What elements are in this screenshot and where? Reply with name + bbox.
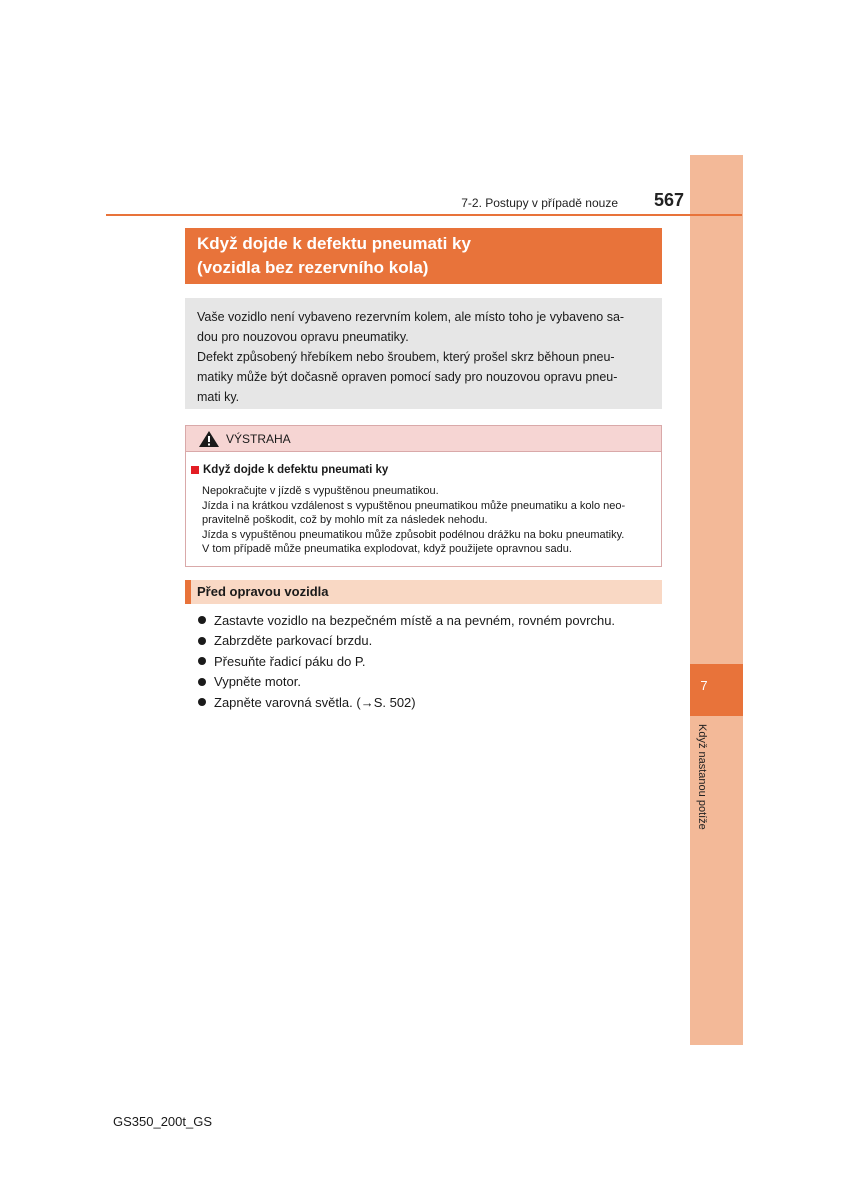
chapter-number: 7 [700, 678, 708, 693]
header-section-title: 7-2. Postupy v případě nouze [461, 196, 618, 210]
warning-line: Nepokračujte v jízdě s vypuštěnou pneumatikou. [202, 485, 439, 497]
intro-line: matiky může být dočasně opraven pomocí sady pro nouzovou opravu pneu- [197, 370, 618, 384]
page-title [185, 228, 662, 284]
section-heading-accent [185, 580, 191, 604]
header-rule [106, 214, 742, 216]
footer-model-code: GS350_200t_GS [113, 1114, 213, 1129]
chapter-title-vertical: Když nastanou potíže [696, 724, 708, 830]
bullet-dot-icon [198, 698, 206, 706]
list-item-text: Vypněte motor. [214, 674, 301, 690]
section-heading [185, 580, 662, 604]
bullet-dot-icon [198, 616, 206, 624]
red-square-icon [191, 466, 199, 474]
intro-line: mati ky. [197, 390, 240, 404]
list-item-text: Zabrzděte parkovací brzdu. [214, 633, 373, 649]
page-title-line-2: (vozidla bez rezervního kola) [197, 258, 429, 277]
warning-header [186, 426, 661, 452]
bullet-dot-icon [198, 657, 206, 665]
bullet-dot-icon [198, 637, 206, 645]
chapter-number-block [690, 664, 743, 716]
list-item-text: Přesuňte řadicí páku do P. [214, 653, 366, 669]
bullet-list [198, 610, 615, 713]
list-item [198, 672, 615, 693]
list-item [198, 692, 615, 713]
list-item [198, 651, 615, 672]
intro-line: dou pro nouzovou opravu pneumatiky. [197, 330, 409, 344]
intro-box [185, 298, 662, 409]
warning-title: VÝSTRAHA [226, 431, 291, 446]
intro-line: Vaše vozidlo není vybaveno rezervním kolem, ale místo toho je vybaveno sa- [197, 310, 625, 324]
list-item [198, 631, 615, 652]
warning-item-title: Když dojde k defektu pneumati ky [203, 464, 389, 476]
bullet-dot-icon [198, 678, 206, 686]
warning-line: V tom případě může pneumatika explodovat, když použijete opravnou sadu. [202, 543, 572, 555]
chapter-side-tab [690, 155, 743, 1045]
warning-line: pravitelně poškodit, což by mohlo mít za následek nehodu. [202, 514, 488, 526]
list-item [198, 610, 615, 631]
warning-body [202, 484, 657, 557]
page-number: 567 [653, 190, 684, 210]
page-title-line-1: Když dojde k defektu pneumati ky [197, 234, 471, 253]
intro-line: Defekt způsobený hřebíkem nebo šroubem, který prošel skrz běhoun pneu- [197, 350, 615, 364]
warning-triangle-icon [198, 430, 220, 448]
warning-line: Jízda s vypuštěnou pneumatikou může způsobit podélnou drážku na boku pneumatiky. [202, 528, 625, 541]
warning-item-heading [191, 464, 388, 476]
warning-box [185, 425, 662, 567]
warning-line: Jízda i na krátkou vzdálenost s vypuštěnou pneumatikou může pneumatiku a kolo neo- [202, 499, 626, 512]
list-item-text: Zastavte vozidlo na bezpečném místě a na pevném, rovném povrchu. [214, 612, 616, 628]
list-item-text: Zapněte varovná světla. (→S. 502) [214, 694, 416, 710]
section-heading-text: Před opravou vozidla [197, 584, 329, 599]
